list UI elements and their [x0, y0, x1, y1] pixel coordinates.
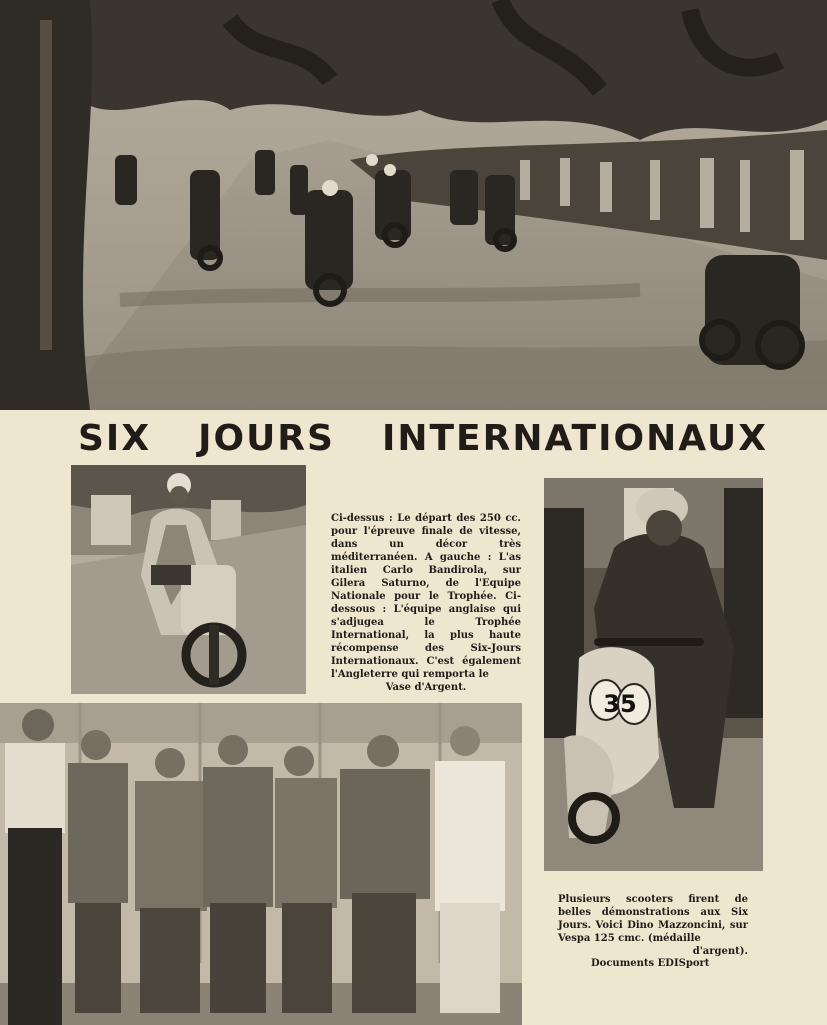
title-word: JOURS [198, 418, 335, 459]
photo-credit: Documents EDISport [591, 958, 710, 969]
scooter-caption-last-line: d'argent). [692, 946, 748, 957]
team-photo [0, 703, 522, 1025]
main-caption [331, 512, 521, 694]
scooter-caption-text: Plusieurs scooters firent de belles démonstrations aux Six Jours. Voici Dino Mazzoncini, sur Vespa 125 cmc. (médaille [558, 894, 748, 944]
scooter-caption [558, 893, 748, 958]
scooter-photo [544, 478, 763, 871]
main-caption-text: Ci-dessus : Le départ des 250 cc. pour l'épreuve finale de vitesse, dans un décor très méditerranéen. A gauche : L'as italien Carlo Bandirola, sur Gilera Saturno, de l'Equipe Nationale pour le Trophée. Ci-dessous : L'équipe anglaise qui s'adjugea le Trophée International, la plus haute récompense des Six-Jours Internationaux. C'est également l'Angleterre qui remporta le [331, 513, 521, 680]
rider-photo [71, 465, 306, 694]
race-start-photo [0, 0, 827, 410]
title-word: INTERNATIONAUX [381, 418, 768, 459]
article-title [78, 418, 768, 459]
scooter-race-number: 35 [603, 690, 637, 718]
title-word: SIX [78, 418, 152, 459]
main-caption-last-line: Vase d'Argent. [385, 682, 467, 693]
